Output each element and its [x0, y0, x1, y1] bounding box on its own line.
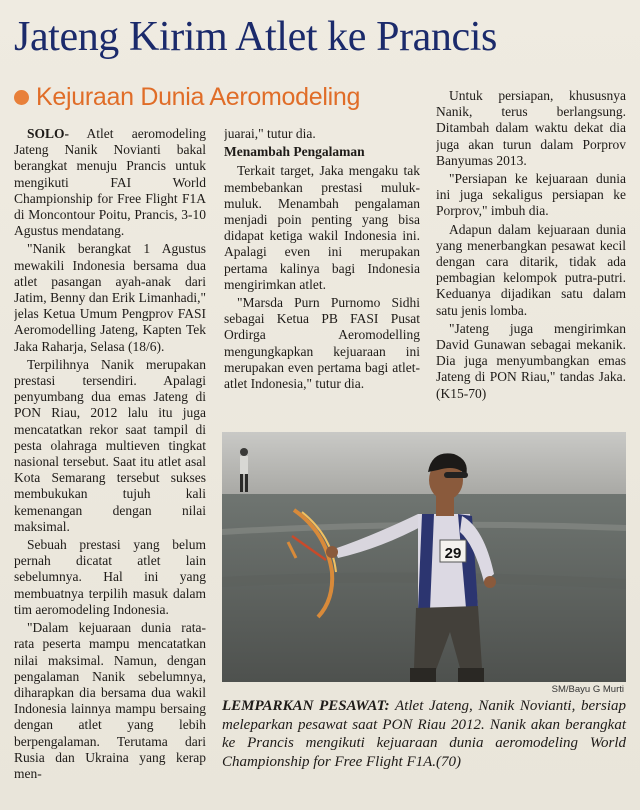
- headline: Jateng Kirim Atlet ke Prancis: [14, 14, 497, 60]
- paragraph: "Marsda Purn Purnomo Sidhi sebagai Ketua PB FASI Pusat Ordirga Aeromodelling mengungkapkan kejuaraan ini merupakan even pertama bagi atlet-atlet Indonesia," tutur dia.: [224, 295, 420, 392]
- paragraph: "Persiapan ke kejuaraan dunia ini juga sekaligus persiapan ke Porprov," imbuh dia.: [436, 171, 626, 219]
- paragraph: Terpilihnya Nanik merupakan prestasi tersendiri. Apalagi penyumbang dua emas Jateng di PON Riau, 2012 lalu itu juga mencatatkan rekor saat tampil di pesta olahraga multieven tingkat nasional tersebut. Saat itu atlet asal Kota Semarang tersebut sukses membukukan tujuh kali kemenangan dengan nilai maksimal.: [14, 356, 206, 534]
- paragraph: Sebuah prestasi yang belum pernah dicatat atlet lain sebelumnya. Hal ini yang membuatnya terpilih masuk dalam tim aeromodeling Indonesia.: [14, 537, 206, 617]
- dateline: SOLO-: [27, 126, 70, 141]
- sky: [222, 432, 626, 494]
- article-column-2: [224, 126, 420, 418]
- section-subheading: Menambah Pengalaman: [224, 144, 365, 160]
- article-column-3: [436, 88, 626, 418]
- subheadline: [14, 82, 360, 112]
- paragraph: "Jateng juga mengirimkan David Gunawan sebagai mekanik. Dia juga menyumbangkan emas Jateng di PON Riau," tandas Jaka. (K15-70): [436, 320, 626, 401]
- caption-lead: LEMPARKAN PESAWAT:: [222, 698, 390, 714]
- paragraph: Adapun dalam kejuaraan dunia yang menerbangkan pesawat kecil dengan cara ditarik, tidak ada pembagian kelompok putra-putri. Keduanya dijadikan satu dalam satu jenis lomba.: [436, 221, 626, 318]
- article-column-1: [14, 126, 206, 802]
- paragraph: Terkait target, Jaka mengaku tak membebankan prestasi muluk-muluk. Menambah pengalaman menjadi poin penting yang bisa didapat ketiga wakil Indonesia ini. Apalagi even ini merupakan pertama kalinya bagi Indonesia mengirimkan atlet.: [224, 163, 420, 292]
- photo-credit: SM/Bayu G Murti: [551, 684, 624, 695]
- caption-body: Atlet Jateng, Nanik Novianti, bersiap meleparkan pesawat saat PON Riau 2012. Nanik akan berangkat ke Prancis mengikuti kejuaraan dunia aeromodeling World Championship for Free Flight F1A.(70): [222, 698, 626, 770]
- athlete-photo-illustration: [222, 432, 626, 682]
- paragraph: Untuk persiapan, khususnya Nanik, terus berlangsung. Ditambah dalam waktu dekat dia juga akan turun dalam Porprov Banyumas 2013.: [436, 88, 626, 168]
- bib-number: 29: [444, 545, 462, 562]
- paragraph: "Nanik berangkat 1 Agustus mewakili Indonesia bersama dua atlet pasangan ayah-anak dari Jatim, Benny dan Erik Limanhadi," jelas Ketua Umum Pengprov FASI Aeromodelling Jateng, Kapten Tek Jaka Raharja, Selasa (18/6).: [14, 241, 206, 354]
- photo-caption: [222, 697, 626, 771]
- subheadline-text: Kejuraan Dunia Aeromodeling: [36, 82, 361, 111]
- paragraph: [14, 126, 206, 239]
- paragraph: juarai," tutur dia.: [224, 126, 316, 141]
- bullet-dot-icon: [14, 90, 29, 105]
- paragraph: "Dalam kejuaraan dunia rata-rata peserta mampu mencatatkan nilai maksimal. Namun, dengan pengalaman Nanik sebelumnya, diharapkan dia bersama dua wakil Indonesia lainnya mampu bersaing dengan atlet yang lebih berpengalaman. Terutama dari Rusia dan Ukraina yang kerap men-: [14, 620, 206, 781]
- news-photo: [222, 432, 626, 682]
- paragraph-text: Atlet aeromodeling Jateng Nanik Novianti bakal berangkat menuju Prancis untuk mengikuti FAI World Championship for Free Flight F1A di Moncontour Poitu, Prancis, 3-10 Agustus mendatang.: [14, 126, 206, 239]
